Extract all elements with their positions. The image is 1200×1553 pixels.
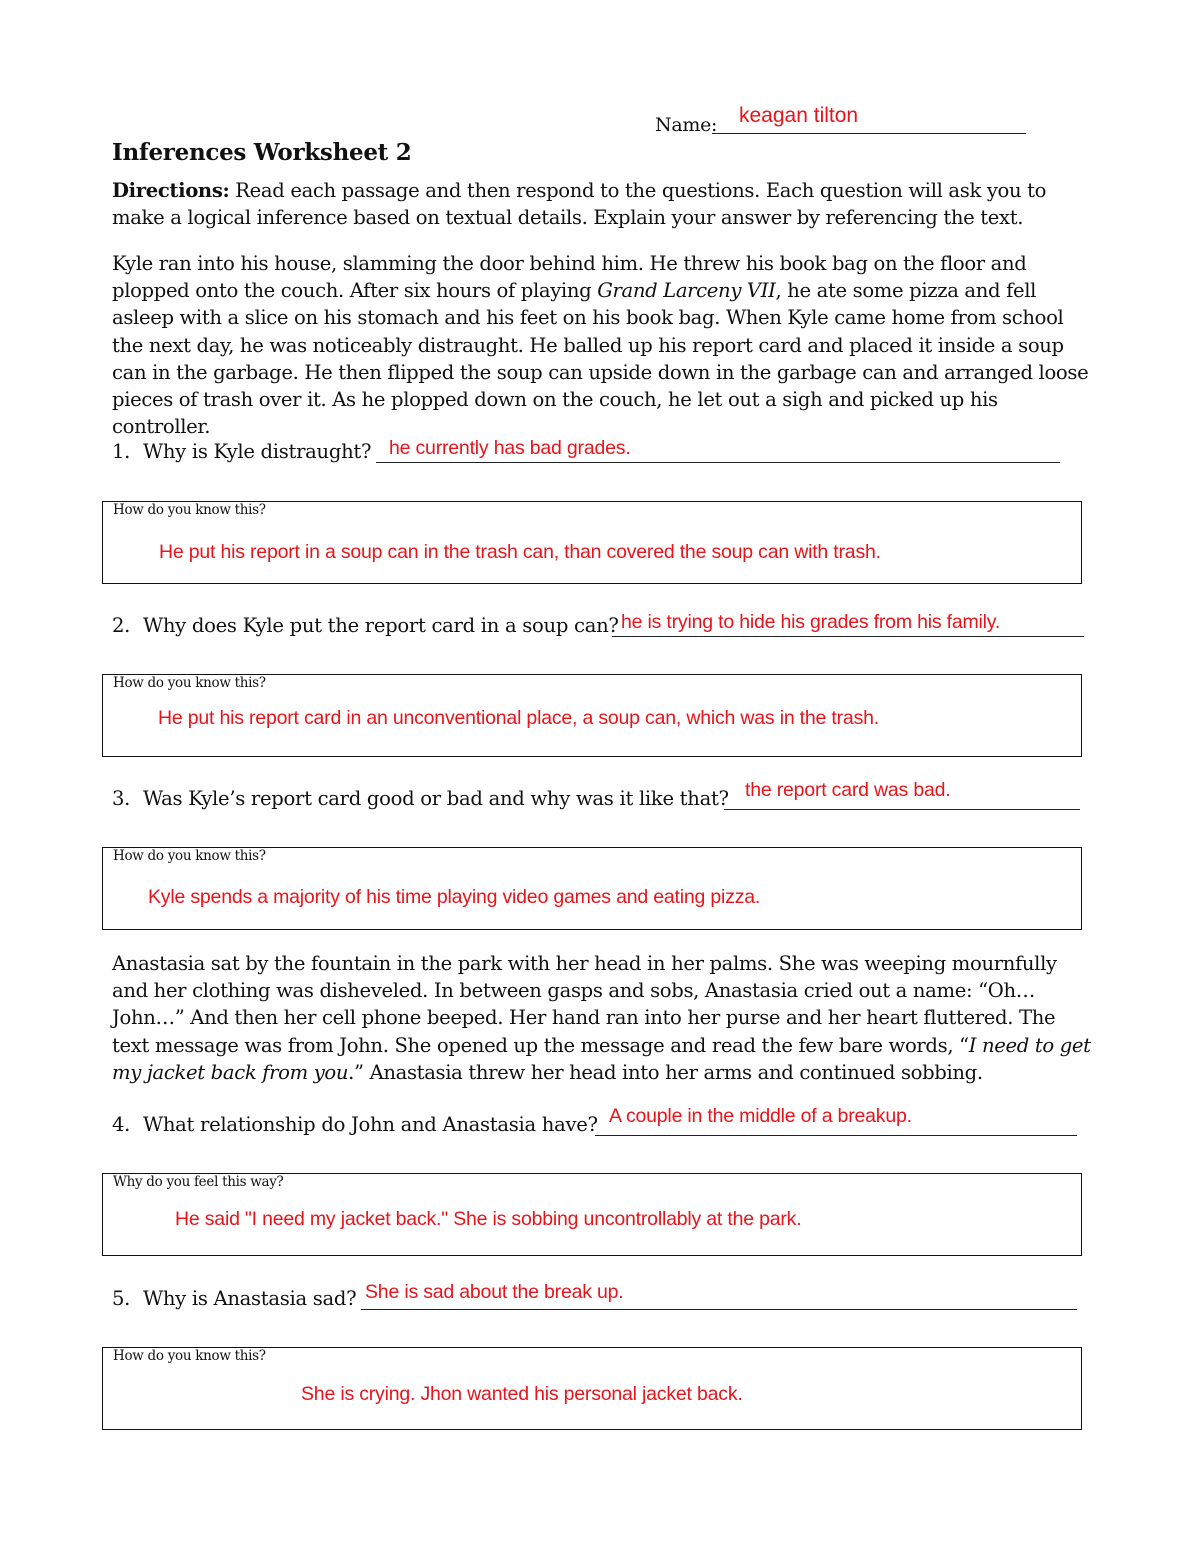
answer-line-1 xyxy=(376,462,1060,463)
question-text: Why does Kyle put the report card in a soup can? xyxy=(143,614,619,637)
question-number: 2. xyxy=(112,614,131,637)
passage-kyle-text-1: Kyle ran into his house, slamming the door behind him. He threw his book bag on the floor and plopped onto the couch. After six hours of playing xyxy=(112,252,1027,303)
box-label: How do you know this? xyxy=(113,675,266,691)
question-3 xyxy=(112,787,729,810)
question-1 xyxy=(112,440,371,463)
name-label: Name: xyxy=(655,114,718,136)
answer-line-2 xyxy=(612,636,1084,637)
passage-anastasia-text-2: .” Anastasia threw her head into her arms and continued sobbing. xyxy=(348,1060,983,1084)
game-title: Grand Larceny VII xyxy=(597,279,776,303)
passage-kyle-text-2: , he ate some pizza and fell asleep with a slice on his stomach and his feet on his book bag. When Kyle came home from school the next day, he was noticeably distraught. He balled up his report card and placed it inside a soup can in the garbage. He then flipped the soup can upside down in the garbage can and arranged loose pieces of trash over it. As he plopped down on the couch, he let out a sigh and picked up his controller. xyxy=(112,279,1089,439)
passage-kyle xyxy=(112,250,1092,440)
passage-anastasia-text-1: Anastasia sat by the fountain in the park with her head in her palms. She was weeping mournfully and her clothing was disheveled. In between gasps and sobs, Anastasia cried out a name: “Oh… John…” And then her cell phone beeped. Her hand ran into her purse and her heart fluttered. The text message was from John. She opened up the message and read the few bare words, “ xyxy=(112,952,1057,1057)
directions-text: Read each passage and then respond to the questions. Each question will ask you to make a logical inference based on textual details. Explain your answer by referencing the text. xyxy=(112,179,1047,230)
question-4 xyxy=(112,1113,598,1136)
evidence-box-1[interactable] xyxy=(102,501,1082,584)
box-label: Why do you feel this way? xyxy=(113,1174,284,1190)
answer-line-4 xyxy=(595,1135,1077,1136)
question-text: Why is Kyle distraught? xyxy=(143,440,372,463)
answer-line-3 xyxy=(724,809,1080,810)
question-number: 3. xyxy=(112,787,131,810)
evidence-answer-2[interactable]: He put his report card in an unconventional place, a soup can, which was in the trash. xyxy=(158,707,879,729)
question-2 xyxy=(112,614,619,637)
evidence-answer-5[interactable]: She is crying. Jhon wanted his personal jacket back. xyxy=(301,1383,743,1405)
directions xyxy=(112,177,1092,231)
name-field[interactable]: keagan tilton xyxy=(739,104,859,127)
evidence-box-5[interactable] xyxy=(102,1347,1082,1430)
question-text: What relationship do John and Anastasia have? xyxy=(143,1113,598,1136)
evidence-box-3[interactable] xyxy=(102,847,1082,930)
evidence-answer-4[interactable]: He said "I need my jacket back." She is sobbing uncontrollably at the park. xyxy=(175,1208,802,1230)
answer-4[interactable]: A couple in the middle of a breakup. xyxy=(609,1105,912,1127)
question-text: Why is Anastasia sad? xyxy=(143,1287,357,1310)
evidence-answer-3[interactable]: Kyle spends a majority of his time playing video games and eating pizza. xyxy=(148,886,761,908)
question-number: 1. xyxy=(112,440,131,463)
name-underline xyxy=(712,133,1026,134)
question-number: 5. xyxy=(112,1287,131,1310)
evidence-answer-1[interactable]: He put his report in a soup can in the trash can, than covered the soup can with trash. xyxy=(159,541,881,563)
answer-5[interactable]: She is sad about the break up. xyxy=(365,1281,624,1303)
box-label: How do you know this? xyxy=(113,848,266,864)
answer-1[interactable]: he currently has bad grades. xyxy=(389,437,631,459)
box-label: How do you know this? xyxy=(113,1348,266,1364)
question-text: Was Kyle’s report card good or bad and why was it like that? xyxy=(143,787,729,810)
directions-label: Directions: xyxy=(112,179,230,202)
answer-line-5 xyxy=(361,1309,1077,1310)
text-message-quote: I need to get my jacket back from you xyxy=(112,1033,1091,1084)
evidence-box-4[interactable] xyxy=(102,1173,1082,1256)
passage-anastasia xyxy=(112,950,1092,1086)
answer-2[interactable]: he is trying to hide his grades from his family. xyxy=(621,611,1001,633)
question-number: 4. xyxy=(112,1113,131,1136)
worksheet-title: Inferences Worksheet 2 xyxy=(112,139,412,166)
answer-3[interactable]: the report card was bad. xyxy=(745,779,951,801)
evidence-box-2[interactable] xyxy=(102,674,1082,757)
question-5 xyxy=(112,1287,356,1310)
box-label: How do you know this? xyxy=(113,502,266,518)
